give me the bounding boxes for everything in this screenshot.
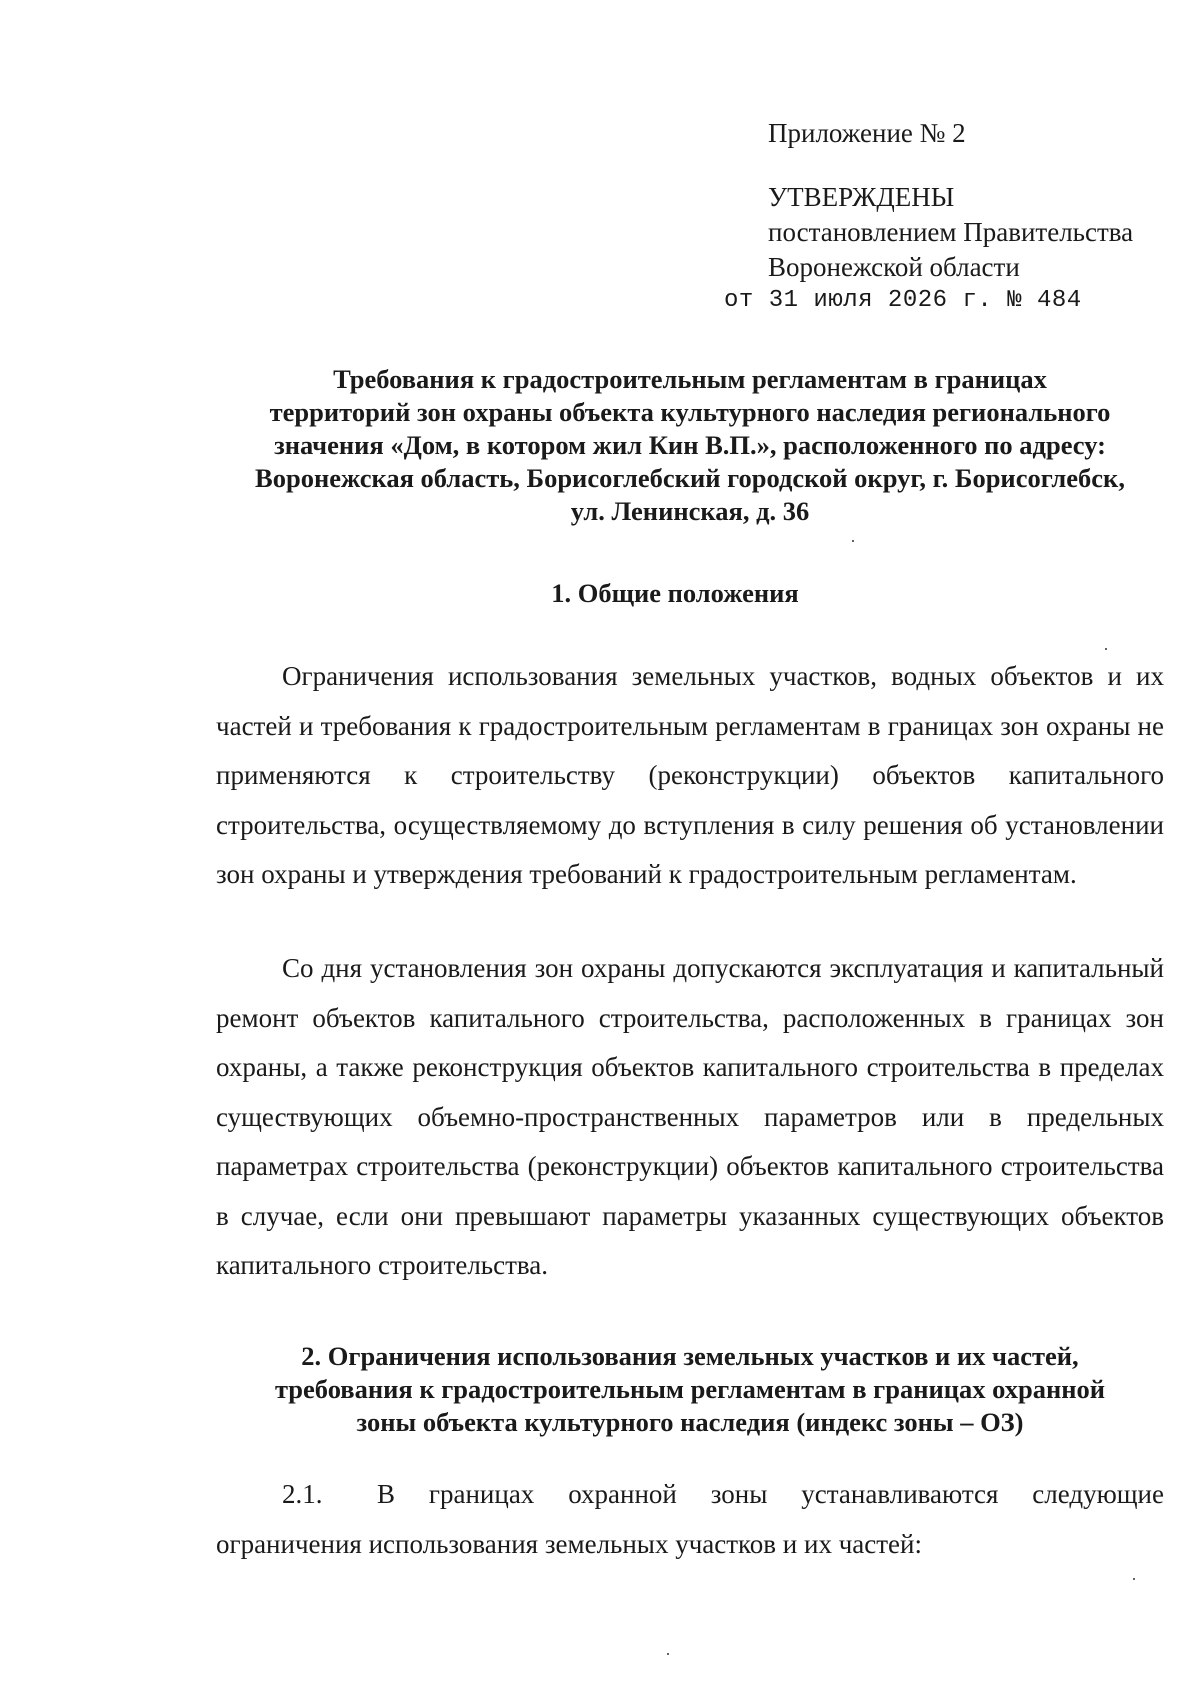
section-2-heading: [210, 1340, 1170, 1439]
approved-by-line: постановлением Правительства: [768, 217, 1134, 247]
approval-block: [768, 180, 1133, 285]
section-1-paragraph-2: Со дня установления зон охраны допускаются эксплуатация и капитальный ремонт объектов капитального строительства, расположенных в границах зон охраны, а также реконструкция объектов капитального строительства в пределах существующих объемно-пространственных параметров или в предельных параметрах строительства (реконструкции) объектов капитального строительства в случае, если они превышают параметры указанных существующих объектов капитального строительства.: [216, 953, 1164, 1280]
title-line: ул. Ленинская, д. 36: [570, 496, 810, 526]
document-title: [210, 363, 1170, 528]
title-line: Требования к градостроительным регламентам в границах: [333, 364, 1047, 394]
title-line: значения «Дом, в котором жил Кин В.П.», расположенного по адресу:: [274, 430, 1106, 460]
section-1-heading: 1. Общие положения: [551, 578, 799, 608]
section-2-heading-line: требования к градостроительным регламентам в границах охранной: [274, 1374, 1106, 1404]
section-2-heading-line: зоны объекта культурного наследия (индекс зоны – ОЗ): [356, 1407, 1024, 1437]
appendix-label: Приложение № 2: [768, 118, 966, 148]
decree-date-line: от 31 июля 2026 г. № 484: [724, 287, 1082, 314]
scan-speck: [1105, 648, 1107, 650]
scan-speck: [667, 1653, 669, 1655]
title-line: Воронежская область, Борисоглебский городской округ, г. Борисоглебск,: [255, 463, 1125, 493]
approved-authority-line: Воронежской области: [768, 252, 1020, 282]
item-text: В границах охранной зоны устанавливаются следующие ограничения использования земельных участков и их частей:: [216, 1479, 1164, 1559]
section-2-item-2-1: [216, 1470, 1164, 1569]
title-line: территорий зон охраны объекта культурного наследия регионального: [269, 397, 1111, 427]
scan-speck: [852, 540, 854, 542]
scan-speck: [1133, 1578, 1135, 1580]
section-1-paragraph-1: Ограничения использования земельных участков, водных объектов и их частей и требования к градостроительным регламентам в границах зон охраны не применяются к строительству (реконструкции) объектов капитального строительства, осуществляемому до вступления в силу решения об установлении зон охраны и утверждения требований к градостроительным регламентам.: [216, 661, 1164, 889]
approved-title: УТВЕРЖДЕНЫ: [768, 182, 955, 212]
item-number: 2.1.: [282, 1479, 323, 1509]
section-2-heading-line: 2. Ограничения использования земельных участков и их частей,: [301, 1341, 1079, 1371]
